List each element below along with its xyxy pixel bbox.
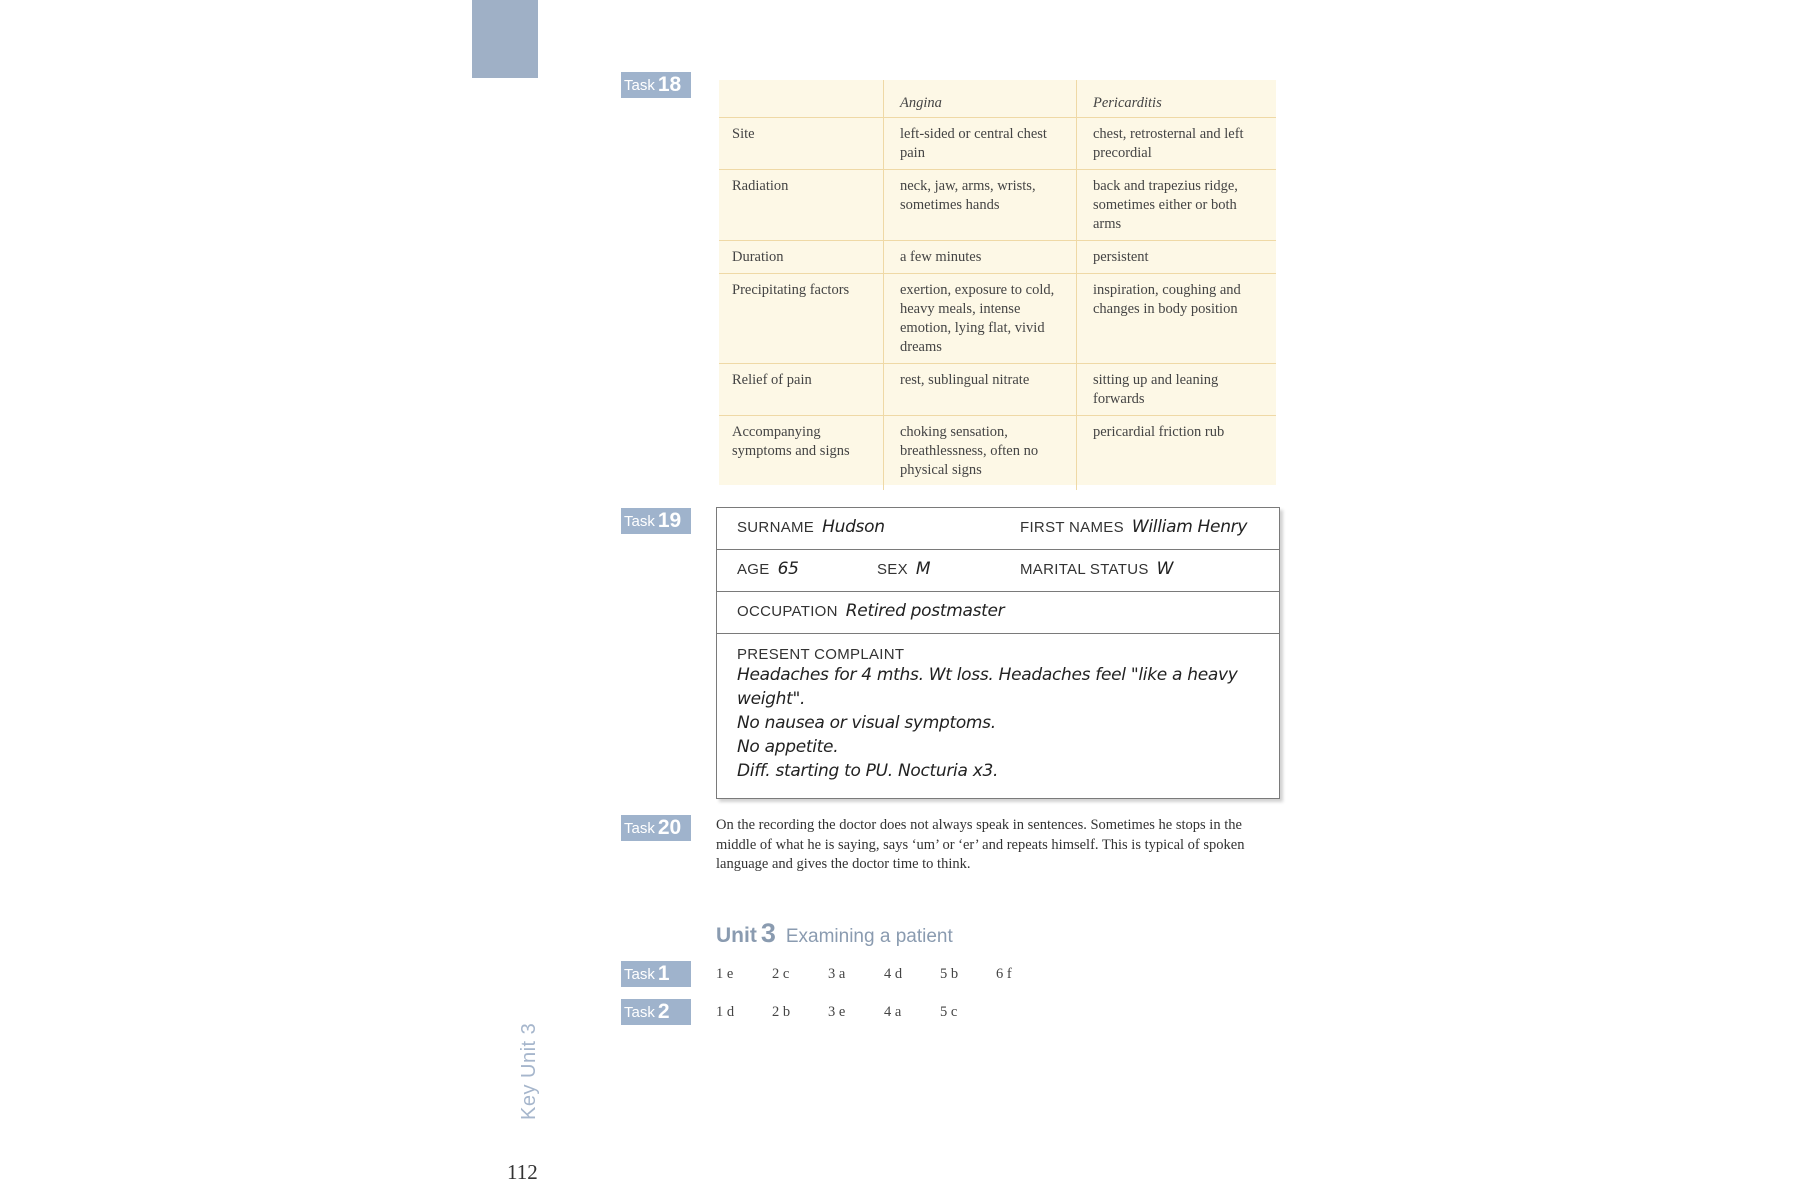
complaint-line: Diff. starting to PU. Nocturia x3. <box>737 761 999 781</box>
occupation-label: OCCUPATION <box>737 603 838 620</box>
task-1-badge-word: Task <box>624 965 655 983</box>
form-row-occupation <box>717 592 1279 634</box>
angina-cell: neck, jaw, arms, wrists, sometimes hands <box>884 170 1077 241</box>
complaint-line: weight". <box>737 689 806 709</box>
pericarditis-cell: pericardial friction rub <box>1077 416 1277 491</box>
pericarditis-cell: persistent <box>1077 241 1277 274</box>
answer-item: 4 d <box>884 966 903 982</box>
task-19-badge-number: 19 <box>657 509 682 532</box>
marital-status-field <box>1020 559 1173 579</box>
angina-pericarditis-table <box>719 80 1276 490</box>
task-18-badge <box>621 72 691 98</box>
present-complaint-label: PRESENT COMPLAINT <box>737 646 905 663</box>
header-cell-angina: Angina <box>884 80 1077 118</box>
task-18-badge-number: 18 <box>657 73 682 96</box>
unit-word: Unit <box>716 924 757 947</box>
unit-number: 3 <box>760 918 776 948</box>
task-20-text: On the recording the doctor does not always speak in sentences. Sometimes he stops in the middle of what he is saying, says ‘um’ or ‘er’ and repeats himself. This is typical of spoken language and gives the doctor time to think. <box>716 817 1245 872</box>
first-names-value: William Henry <box>1131 517 1248 537</box>
header-cell-pericarditis: Pericarditis <box>1077 80 1277 118</box>
surname-value: Hudson <box>822 517 885 537</box>
comparison-table <box>719 80 1276 485</box>
row-label: Relief of pain <box>719 364 884 416</box>
book-page <box>472 0 1334 1200</box>
row-label: Radiation <box>719 170 884 241</box>
task-2-badge-number: 2 <box>657 1000 670 1023</box>
corner-tab <box>472 0 538 78</box>
complaint-line: No appetite. <box>737 737 839 757</box>
pericarditis-cell: inspiration, coughing and changes in body position <box>1077 274 1277 364</box>
table-row <box>719 364 1276 416</box>
sex-field <box>877 559 930 579</box>
answer-item: 6 f <box>996 966 1012 982</box>
table-row <box>719 416 1276 491</box>
answer-item: 5 c <box>940 1004 958 1020</box>
surname-field <box>737 517 885 537</box>
side-unit-label: Key Unit 3 <box>518 1022 540 1120</box>
form-row-names <box>717 508 1279 550</box>
occupation-field <box>737 601 1004 621</box>
unit3-task-2-badge <box>621 999 691 1025</box>
answer-item: 1 d <box>716 1004 735 1020</box>
answer-item: 3 e <box>828 1004 846 1020</box>
complaint-line: Headaches for 4 mths. Wt loss. Headaches feel "like a heavy <box>737 665 1238 685</box>
answer-item: 1 e <box>716 966 734 982</box>
table-row <box>719 170 1276 241</box>
answer-item: 5 b <box>940 966 959 982</box>
task-19-badge-word: Task <box>624 512 655 530</box>
answer-item: 4 a <box>884 1004 902 1020</box>
unit-title: Examining a patient <box>785 926 953 947</box>
task-2-answers <box>716 1004 996 1021</box>
angina-cell: left-sided or central chest pain <box>884 118 1077 170</box>
patient-record-form <box>716 507 1280 799</box>
row-label: Duration <box>719 241 884 274</box>
marital-status-label: MARITAL STATUS <box>1020 561 1149 578</box>
sex-value: M <box>915 559 931 579</box>
header-cell-empty <box>719 80 884 118</box>
table-row <box>719 118 1276 170</box>
angina-cell: exertion, exposure to cold, heavy meals, intense emotion, lying flat, vivid dreams <box>884 274 1077 364</box>
task-20-badge-word: Task <box>624 819 655 837</box>
unit3-task-1-badge <box>621 961 691 987</box>
marital-status-value: W <box>1156 559 1174 579</box>
row-label: Accompanying symptoms and signs <box>732 424 850 459</box>
pericarditis-cell: chest, retrosternal and left precordial <box>1077 118 1277 170</box>
task-2-badge-word: Task <box>624 1003 655 1021</box>
complaint-line: No nausea or visual symptoms. <box>737 713 996 733</box>
answer-item: 2 c <box>772 966 790 982</box>
task-1-answers <box>716 966 1052 983</box>
task-1-badge-number: 1 <box>657 962 670 985</box>
first-names-label: FIRST NAMES <box>1020 519 1124 536</box>
answer-item: 3 a <box>828 966 846 982</box>
unit-heading <box>716 918 953 949</box>
first-names-field <box>1020 517 1247 537</box>
angina-cell: a few minutes <box>884 241 1077 274</box>
sex-label: SEX <box>877 561 908 578</box>
table-row <box>719 241 1276 274</box>
age-field <box>737 559 799 579</box>
pericarditis-cell: sitting up and leaning forwards <box>1077 364 1277 416</box>
occupation-value: Retired postmaster <box>845 601 1005 621</box>
pericarditis-cell: back and trapezius ridge, sometimes either or both arms <box>1077 170 1277 241</box>
row-label: Site <box>719 118 884 170</box>
task-20-badge-number: 20 <box>657 816 682 839</box>
form-row-demographics <box>717 550 1279 592</box>
task-19-badge <box>621 508 691 534</box>
row-label: Precipitating factors <box>719 274 884 364</box>
task-20-badge <box>621 815 691 841</box>
answer-item: 2 b <box>772 1004 791 1020</box>
angina-cell: rest, sublingual nitrate <box>884 364 1077 416</box>
table-header-row <box>719 80 1276 118</box>
form-row-complaint <box>717 634 1279 793</box>
age-label: AGE <box>737 561 770 578</box>
age-value: 65 <box>777 559 799 579</box>
surname-label: SURNAME <box>737 519 815 536</box>
page-number: 112 <box>507 1160 538 1184</box>
task-18-badge-word: Task <box>624 76 655 94</box>
table-row <box>719 274 1276 364</box>
angina-cell: choking sensation, breathlessness, often no physical signs <box>884 416 1077 491</box>
